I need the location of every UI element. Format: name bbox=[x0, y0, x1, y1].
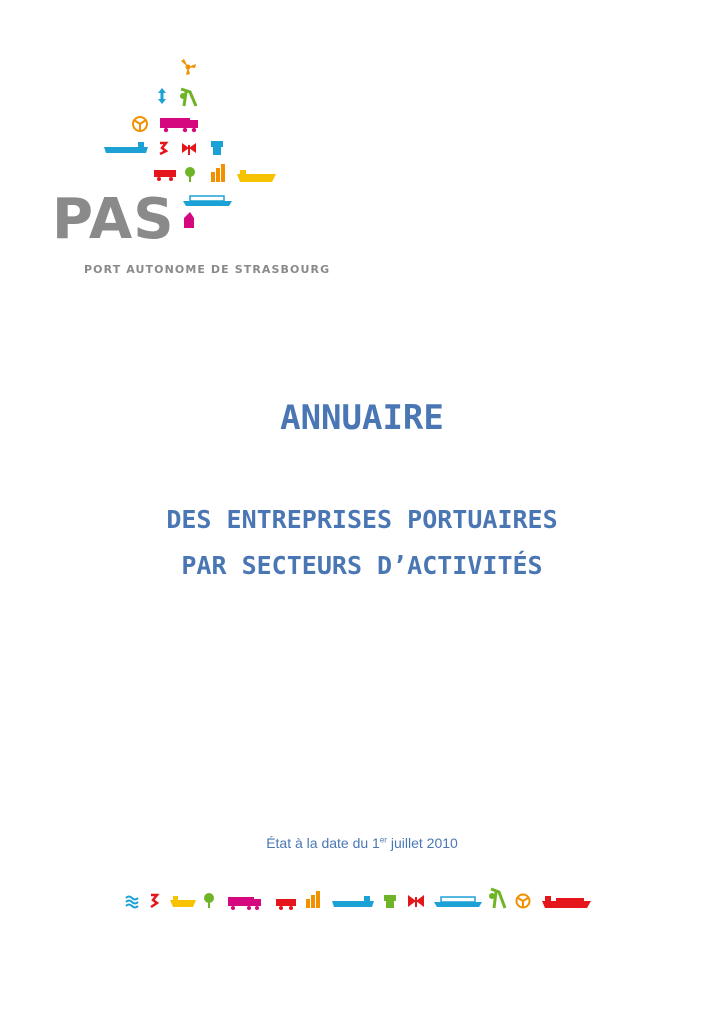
logo-icon-cluster bbox=[0, 0, 724, 300]
crane-icon bbox=[489, 889, 505, 908]
barge-icon bbox=[332, 896, 374, 907]
truck-icon bbox=[160, 118, 198, 132]
document-title: ANNUAIRE bbox=[280, 398, 444, 438]
waves-icon bbox=[126, 897, 138, 908]
passenger-boat-icon bbox=[183, 196, 232, 206]
tree-icon bbox=[185, 167, 195, 182]
pink-building-icon bbox=[184, 212, 194, 228]
container-icon bbox=[211, 141, 223, 155]
date-line bbox=[0, 835, 724, 851]
passenger-boat-icon bbox=[434, 897, 482, 907]
footer-icon-strip bbox=[0, 880, 724, 920]
silo-icon bbox=[211, 164, 225, 182]
tree-icon bbox=[204, 893, 214, 908]
truck-icon bbox=[228, 897, 261, 910]
barge-icon bbox=[104, 142, 148, 153]
train-wagon-icon bbox=[276, 899, 296, 910]
hook-icon bbox=[151, 895, 157, 907]
tanker-ship-icon bbox=[237, 170, 276, 182]
propeller-icon bbox=[181, 59, 196, 75]
train-wagon-icon bbox=[154, 170, 176, 181]
cargo-ship-icon bbox=[542, 896, 591, 908]
gear-icon bbox=[517, 895, 530, 908]
hook-icon bbox=[160, 143, 166, 154]
updown-arrow-icon bbox=[158, 88, 166, 104]
butterfly-icon bbox=[408, 895, 424, 907]
date-suffix: juillet 2010 bbox=[386, 835, 458, 851]
document-subtitle-line2: PAR SECTEURS D’ACTIVITÉS bbox=[181, 551, 543, 580]
gear-icon bbox=[133, 117, 147, 131]
document-subtitle-line1: DES ENTREPRISES PORTUAIRES bbox=[166, 505, 558, 534]
butterfly-icon bbox=[182, 143, 196, 155]
silo-icon bbox=[306, 891, 320, 908]
logo-acronym: PAS bbox=[52, 187, 175, 252]
crane-icon bbox=[180, 89, 196, 106]
date-prefix: État à la date du 1 bbox=[266, 835, 380, 851]
logo-subtitle: PORT AUTONOME DE STRASBOURG bbox=[84, 263, 331, 276]
container-icon bbox=[384, 895, 396, 908]
date-superscript: er bbox=[379, 835, 387, 845]
tanker-ship-icon bbox=[170, 896, 196, 907]
